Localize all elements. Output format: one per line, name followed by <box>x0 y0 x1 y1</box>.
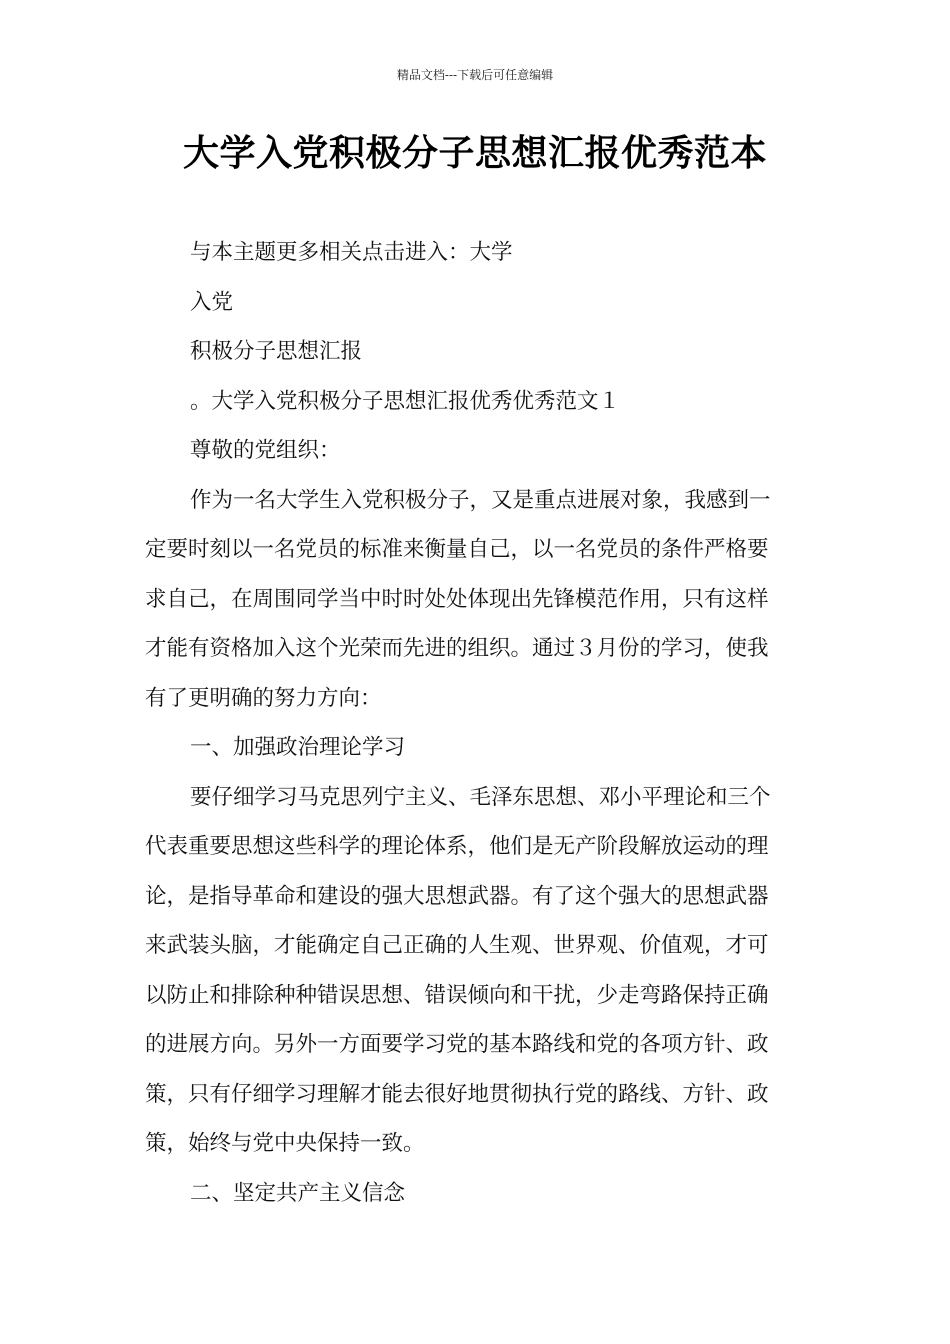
intro-line: 。大学入党积极分子思想汇报优秀优秀范文１ <box>190 388 621 414</box>
paragraph-line: 以防止和排除种种错误思想、错误倾向和干扰，少走弯路保持正确 <box>145 982 769 1008</box>
paragraph-line: 代表重要思想这些科学的理论体系，他们是无产阶段解放运动的理 <box>145 834 769 859</box>
paragraph-line: 要仔细学习马克思列宁主义、毛泽东思想、邓小平理论和三个 <box>190 784 771 810</box>
paragraph-line: 策，始终与党中央保持一致。 <box>145 1131 425 1156</box>
page-header: 精品文档---下载后可任意编辑 <box>396 68 554 82</box>
salutation: 尊敬的党组织： <box>190 438 341 463</box>
paragraph-line: 才能有资格加入这个光荣而先进的组织。通过３月份的学习，使我 <box>145 636 769 661</box>
paragraph-line: 策，只有仔细学习理解才能去很好地贯彻执行党的路线、方针、政 <box>145 1081 769 1107</box>
paragraph-line: 的进展方向。另外一方面要学习党的基本路线和党的各项方针、政 <box>145 1032 769 1057</box>
section-heading: 一、加强政治理论学习 <box>190 735 406 760</box>
document-body <box>145 228 807 1218</box>
intro-line: 与本主题更多相关点击进入：大学 <box>190 240 513 265</box>
paragraph-line: 来武装头脑，才能确定自己正确的人生观、世界观、价值观，才可 <box>145 933 769 958</box>
paragraph-line: 论，是指导革命和建设的强大思想武器。有了这个强大的思想武器 <box>145 883 769 909</box>
document-title: 大学入党积极分子思想汇报优秀范本 <box>182 133 767 174</box>
paragraph-line: 作为一名大学生入党积极分子，又是重点进展对象，我感到一 <box>190 487 771 513</box>
paragraph-line: 求自己，在周围同学当中时时处处体现出先锋模范作用，只有这样 <box>145 586 769 612</box>
intro-line: 积极分子思想汇报 <box>190 339 363 364</box>
paragraph-line: 有了更明确的努力方向： <box>145 685 382 711</box>
section-heading: 二、坚定共产主义信念 <box>190 1180 406 1206</box>
paragraph-line: 定要时刻以一名党员的标准来衡量自己，以一名党员的条件严格要 <box>145 537 769 562</box>
intro-line: 入党 <box>190 289 234 315</box>
